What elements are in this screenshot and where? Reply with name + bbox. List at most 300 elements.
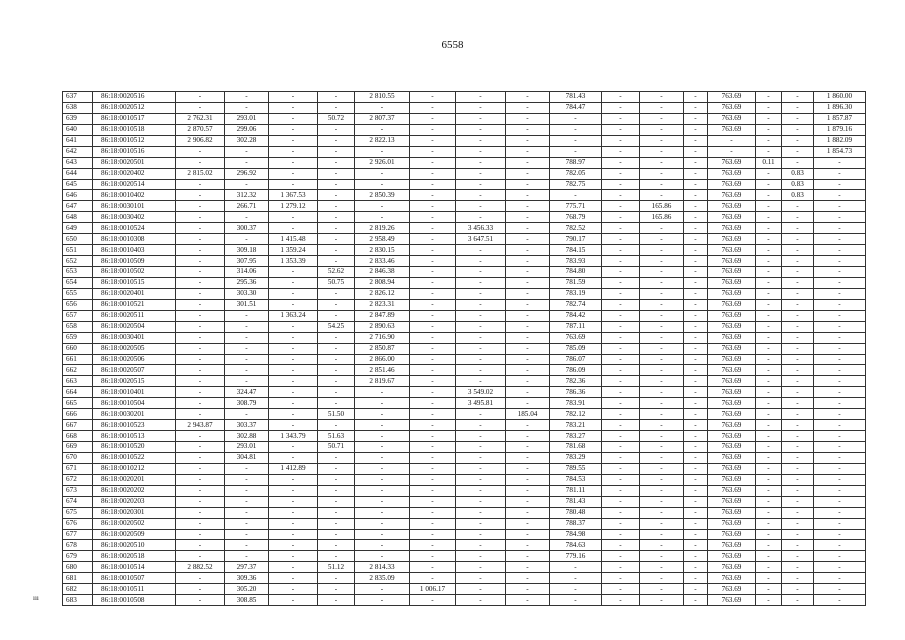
- value-cell: 781.43: [550, 496, 602, 507]
- value-cell: -: [782, 420, 814, 431]
- value-cell: 763.69: [708, 431, 756, 442]
- value-cell: 293.01: [225, 113, 269, 124]
- value-cell: -: [269, 321, 318, 332]
- value-cell: -: [176, 431, 225, 442]
- value-cell: -: [684, 92, 708, 103]
- table-row: [63, 212, 866, 223]
- row-number-cell: 661: [63, 354, 93, 365]
- value-cell: -: [640, 420, 684, 431]
- value-cell: 783.29: [550, 452, 602, 463]
- value-cell: -: [225, 507, 269, 518]
- value-cell: -: [782, 540, 814, 551]
- value-cell: 784.53: [550, 474, 602, 485]
- table-row: [63, 420, 866, 431]
- value-cell: -: [814, 365, 866, 376]
- value-cell: -: [269, 573, 318, 584]
- value-cell: 3 495.81: [456, 398, 506, 409]
- value-cell: -: [506, 157, 550, 168]
- value-cell: -: [318, 168, 355, 179]
- value-cell: 783.19: [550, 288, 602, 299]
- value-cell: -: [506, 595, 550, 606]
- value-cell: -: [318, 157, 355, 168]
- value-cell: -: [506, 267, 550, 278]
- value-cell: -: [456, 474, 506, 485]
- table-row: [63, 168, 866, 179]
- value-cell: -: [814, 212, 866, 223]
- value-cell: -: [506, 190, 550, 201]
- value-cell: -: [410, 157, 456, 168]
- value-cell: -: [318, 398, 355, 409]
- value-cell: -: [782, 452, 814, 463]
- value-cell: -: [355, 529, 410, 540]
- value-cell: 763.69: [708, 288, 756, 299]
- value-cell: -: [756, 124, 782, 135]
- table-row: [63, 507, 866, 518]
- row-number-cell: 639: [63, 113, 93, 124]
- row-number-cell: 656: [63, 299, 93, 310]
- value-cell: -: [269, 540, 318, 551]
- value-cell: 763.69: [708, 376, 756, 387]
- value-cell: -: [602, 102, 640, 113]
- value-cell: -: [602, 463, 640, 474]
- value-cell: -: [269, 420, 318, 431]
- value-cell: -: [640, 321, 684, 332]
- value-cell: -: [782, 431, 814, 442]
- cadastral-number-cell: 86:18:0010502: [93, 267, 176, 278]
- value-cell: 786.09: [550, 365, 602, 376]
- value-cell: -: [176, 409, 225, 420]
- value-cell: -: [269, 442, 318, 453]
- value-cell: -: [640, 288, 684, 299]
- value-cell: -: [269, 343, 318, 354]
- value-cell: -: [318, 420, 355, 431]
- value-cell: -: [318, 310, 355, 321]
- value-cell: -: [456, 485, 506, 496]
- value-cell: -: [410, 474, 456, 485]
- value-cell: -: [684, 365, 708, 376]
- value-cell: -: [640, 463, 684, 474]
- value-cell: 763.69: [708, 387, 756, 398]
- value-cell: -: [506, 463, 550, 474]
- value-cell: -: [782, 496, 814, 507]
- cadastral-number-cell: 86:18:0020502: [93, 518, 176, 529]
- value-cell: 308.85: [225, 595, 269, 606]
- value-cell: -: [814, 223, 866, 234]
- value-cell: -: [456, 507, 506, 518]
- value-cell: -: [269, 452, 318, 463]
- value-cell: -: [782, 321, 814, 332]
- value-cell: -: [506, 332, 550, 343]
- cadastral-number-cell: 86:18:0010402: [93, 190, 176, 201]
- cadastral-number-cell: 86:18:0010513: [93, 431, 176, 442]
- value-cell: 783.93: [550, 256, 602, 267]
- value-cell: -: [782, 310, 814, 321]
- table-row: [63, 223, 866, 234]
- value-cell: -: [684, 420, 708, 431]
- value-cell: -: [355, 420, 410, 431]
- row-number-cell: 640: [63, 124, 93, 135]
- value-cell: 763.69: [708, 234, 756, 245]
- value-cell: -: [782, 562, 814, 573]
- value-cell: -: [782, 212, 814, 223]
- value-cell: -: [756, 168, 782, 179]
- table-body: [63, 92, 866, 606]
- row-number-cell: 674: [63, 496, 93, 507]
- value-cell: 2 833.46: [355, 256, 410, 267]
- value-cell: 788.37: [550, 518, 602, 529]
- value-cell: -: [814, 518, 866, 529]
- value-cell: -: [318, 179, 355, 190]
- table-row: [63, 474, 866, 485]
- value-cell: 763.69: [708, 409, 756, 420]
- value-cell: 782.52: [550, 223, 602, 234]
- value-cell: -: [602, 92, 640, 103]
- value-cell: -: [684, 321, 708, 332]
- value-cell: 3 456.33: [456, 223, 506, 234]
- cadastral-number-cell: 86:18:0010212: [93, 463, 176, 474]
- row-number-cell: 658: [63, 321, 93, 332]
- value-cell: -: [355, 398, 410, 409]
- value-cell: -: [506, 113, 550, 124]
- value-cell: -: [176, 343, 225, 354]
- value-cell: 763.69: [708, 245, 756, 256]
- cadastral-number-cell: 86:18:0020501: [93, 157, 176, 168]
- table-row: [63, 584, 866, 595]
- value-cell: -: [602, 540, 640, 551]
- value-cell: -: [456, 409, 506, 420]
- value-cell: 1 896.30: [814, 102, 866, 113]
- value-cell: 1 353.39: [269, 256, 318, 267]
- value-cell: -: [318, 573, 355, 584]
- value-cell: 2 906.82: [176, 135, 225, 146]
- value-cell: -: [410, 102, 456, 113]
- value-cell: 763.69: [708, 398, 756, 409]
- data-table: [62, 91, 866, 606]
- page-number: 6558: [441, 39, 464, 51]
- value-cell: -: [756, 321, 782, 332]
- value-cell: -: [756, 431, 782, 442]
- value-cell: -: [684, 529, 708, 540]
- value-cell: -: [410, 92, 456, 103]
- value-cell: -: [814, 234, 866, 245]
- value-cell: -: [782, 529, 814, 540]
- value-cell: -: [176, 179, 225, 190]
- value-cell: -: [814, 409, 866, 420]
- value-cell: -: [225, 92, 269, 103]
- value-cell: -: [814, 420, 866, 431]
- row-number-cell: 648: [63, 212, 93, 223]
- value-cell: -: [782, 387, 814, 398]
- value-cell: -: [550, 562, 602, 573]
- value-cell: -: [318, 595, 355, 606]
- value-cell: -: [410, 332, 456, 343]
- value-cell: -: [318, 507, 355, 518]
- value-cell: 314.06: [225, 267, 269, 278]
- value-cell: -: [318, 299, 355, 310]
- value-cell: -: [176, 321, 225, 332]
- value-cell: -: [684, 398, 708, 409]
- value-cell: -: [269, 387, 318, 398]
- value-cell: -: [176, 354, 225, 365]
- value-cell: -: [756, 463, 782, 474]
- value-cell: 768.79: [550, 212, 602, 223]
- value-cell: -: [225, 551, 269, 562]
- value-cell: 302.88: [225, 431, 269, 442]
- value-cell: 784.15: [550, 245, 602, 256]
- value-cell: 51.12: [318, 562, 355, 573]
- value-cell: -: [684, 310, 708, 321]
- value-cell: -: [814, 168, 866, 179]
- value-cell: -: [456, 354, 506, 365]
- value-cell: -: [684, 387, 708, 398]
- value-cell: -: [456, 168, 506, 179]
- value-cell: -: [602, 474, 640, 485]
- cadastral-number-cell: 86:18:0020512: [93, 102, 176, 113]
- value-cell: -: [355, 409, 410, 420]
- value-cell: -: [506, 398, 550, 409]
- value-cell: -: [756, 398, 782, 409]
- value-cell: -: [318, 92, 355, 103]
- value-cell: -: [756, 102, 782, 113]
- value-cell: -: [756, 223, 782, 234]
- value-cell: -: [756, 365, 782, 376]
- value-cell: -: [269, 288, 318, 299]
- value-cell: -: [318, 540, 355, 551]
- value-cell: -: [602, 299, 640, 310]
- value-cell: -: [318, 146, 355, 157]
- value-cell: -: [176, 245, 225, 256]
- value-cell: -: [456, 551, 506, 562]
- value-cell: -: [456, 420, 506, 431]
- value-cell: -: [176, 277, 225, 288]
- value-cell: -: [814, 442, 866, 453]
- row-number-cell: 662: [63, 365, 93, 376]
- value-cell: -: [814, 190, 866, 201]
- value-cell: -: [225, 474, 269, 485]
- row-number-cell: 644: [63, 168, 93, 179]
- value-cell: -: [506, 376, 550, 387]
- value-cell: -: [756, 595, 782, 606]
- value-cell: -: [355, 507, 410, 518]
- table-row: [63, 343, 866, 354]
- value-cell: -: [602, 398, 640, 409]
- value-cell: -: [456, 321, 506, 332]
- value-cell: -: [814, 573, 866, 584]
- cadastral-number-cell: 86:18:0030402: [93, 212, 176, 223]
- value-cell: -: [456, 92, 506, 103]
- value-cell: -: [782, 92, 814, 103]
- value-cell: 300.37: [225, 223, 269, 234]
- value-cell: -: [684, 245, 708, 256]
- cadastral-number-cell: 86:18:0010511: [93, 584, 176, 595]
- value-cell: -: [756, 409, 782, 420]
- value-cell: -: [602, 135, 640, 146]
- value-cell: -: [506, 288, 550, 299]
- value-cell: -: [684, 485, 708, 496]
- value-cell: -: [318, 551, 355, 562]
- value-cell: -: [756, 234, 782, 245]
- value-cell: -: [318, 474, 355, 485]
- value-cell: 2 822.13: [355, 135, 410, 146]
- value-cell: -: [269, 584, 318, 595]
- value-cell: -: [550, 113, 602, 124]
- value-cell: -: [506, 518, 550, 529]
- value-cell: -: [176, 157, 225, 168]
- row-number-cell: 663: [63, 376, 93, 387]
- value-cell: -: [640, 365, 684, 376]
- value-cell: -: [456, 267, 506, 278]
- cadastral-number-cell: 86:18:0020518: [93, 551, 176, 562]
- cadastral-number-cell: 86:18:0010508: [93, 595, 176, 606]
- value-cell: -: [756, 135, 782, 146]
- value-cell: -: [225, 376, 269, 387]
- value-cell: -: [355, 463, 410, 474]
- value-cell: -: [602, 442, 640, 453]
- value-cell: -: [176, 529, 225, 540]
- value-cell: -: [640, 343, 684, 354]
- value-cell: -: [756, 376, 782, 387]
- value-cell: -: [269, 496, 318, 507]
- value-cell: -: [782, 113, 814, 124]
- value-cell: 782.12: [550, 409, 602, 420]
- value-cell: -: [814, 485, 866, 496]
- value-cell: -: [355, 201, 410, 212]
- value-cell: -: [318, 452, 355, 463]
- value-cell: -: [355, 584, 410, 595]
- value-cell: -: [269, 562, 318, 573]
- value-cell: -: [602, 562, 640, 573]
- value-cell: -: [410, 223, 456, 234]
- value-cell: 1 882.09: [814, 135, 866, 146]
- value-cell: -: [456, 595, 506, 606]
- cadastral-number-cell: 86:18:0010512: [93, 135, 176, 146]
- row-number-cell: 641: [63, 135, 93, 146]
- value-cell: -: [506, 168, 550, 179]
- value-cell: 2 846.38: [355, 267, 410, 278]
- value-cell: -: [708, 135, 756, 146]
- value-cell: -: [602, 376, 640, 387]
- value-cell: -: [456, 124, 506, 135]
- value-cell: 2 943.87: [176, 420, 225, 431]
- value-cell: 0.83: [782, 168, 814, 179]
- value-cell: -: [602, 529, 640, 540]
- value-cell: -: [355, 452, 410, 463]
- value-cell: -: [602, 256, 640, 267]
- value-cell: -: [318, 365, 355, 376]
- value-cell: -: [269, 277, 318, 288]
- row-number-cell: 653: [63, 267, 93, 278]
- table-row: [63, 321, 866, 332]
- value-cell: -: [684, 135, 708, 146]
- table-row: [63, 102, 866, 113]
- value-cell: -: [640, 431, 684, 442]
- value-cell: -: [640, 234, 684, 245]
- value-cell: -: [456, 442, 506, 453]
- value-cell: -: [640, 267, 684, 278]
- value-cell: -: [640, 507, 684, 518]
- value-cell: -: [814, 354, 866, 365]
- value-cell: -: [684, 474, 708, 485]
- value-cell: -: [782, 157, 814, 168]
- row-number-cell: 671: [63, 463, 93, 474]
- value-cell: 786.07: [550, 354, 602, 365]
- row-number-cell: 669: [63, 442, 93, 453]
- value-cell: -: [269, 529, 318, 540]
- value-cell: -: [640, 551, 684, 562]
- row-number-cell: 637: [63, 92, 93, 103]
- value-cell: -: [814, 343, 866, 354]
- value-cell: -: [782, 267, 814, 278]
- value-cell: -: [756, 245, 782, 256]
- value-cell: -: [640, 102, 684, 113]
- row-number-cell: 666: [63, 409, 93, 420]
- value-cell: 308.79: [225, 398, 269, 409]
- value-cell: -: [602, 387, 640, 398]
- value-cell: -: [506, 201, 550, 212]
- value-cell: -: [318, 212, 355, 223]
- value-cell: -: [456, 562, 506, 573]
- value-cell: -: [410, 299, 456, 310]
- value-cell: -: [410, 496, 456, 507]
- table-row: [63, 146, 866, 157]
- value-cell: -: [318, 584, 355, 595]
- value-cell: 303.30: [225, 288, 269, 299]
- value-cell: -: [225, 332, 269, 343]
- table-row: [63, 135, 866, 146]
- value-cell: -: [782, 332, 814, 343]
- value-cell: -: [410, 431, 456, 442]
- value-cell: -: [176, 223, 225, 234]
- value-cell: -: [640, 146, 684, 157]
- value-cell: 782.75: [550, 179, 602, 190]
- row-number-cell: 645: [63, 179, 93, 190]
- value-cell: -: [176, 234, 225, 245]
- value-cell: 2 807.37: [355, 113, 410, 124]
- value-cell: -: [684, 452, 708, 463]
- value-cell: -: [410, 201, 456, 212]
- value-cell: -: [782, 485, 814, 496]
- value-cell: -: [640, 310, 684, 321]
- value-cell: -: [269, 332, 318, 343]
- value-cell: -: [640, 540, 684, 551]
- table-row: [63, 573, 866, 584]
- value-cell: -: [410, 288, 456, 299]
- value-cell: -: [355, 442, 410, 453]
- cadastral-number-cell: 86:18:0020507: [93, 365, 176, 376]
- value-cell: -: [225, 485, 269, 496]
- value-cell: -: [756, 529, 782, 540]
- value-cell: -: [176, 212, 225, 223]
- value-cell: 2 851.46: [355, 365, 410, 376]
- value-cell: 293.01: [225, 442, 269, 453]
- value-cell: 304.81: [225, 452, 269, 463]
- value-cell: 295.36: [225, 277, 269, 288]
- value-cell: 1 363.24: [269, 310, 318, 321]
- value-cell: -: [456, 540, 506, 551]
- value-cell: -: [269, 135, 318, 146]
- value-cell: -: [756, 92, 782, 103]
- value-cell: -: [814, 288, 866, 299]
- value-cell: 763.69: [708, 102, 756, 113]
- value-cell: -: [640, 562, 684, 573]
- value-cell: -: [269, 179, 318, 190]
- value-cell: 2 762.31: [176, 113, 225, 124]
- value-cell: -: [456, 113, 506, 124]
- value-cell: -: [782, 343, 814, 354]
- value-cell: -: [318, 354, 355, 365]
- value-cell: -: [318, 288, 355, 299]
- value-cell: -: [756, 354, 782, 365]
